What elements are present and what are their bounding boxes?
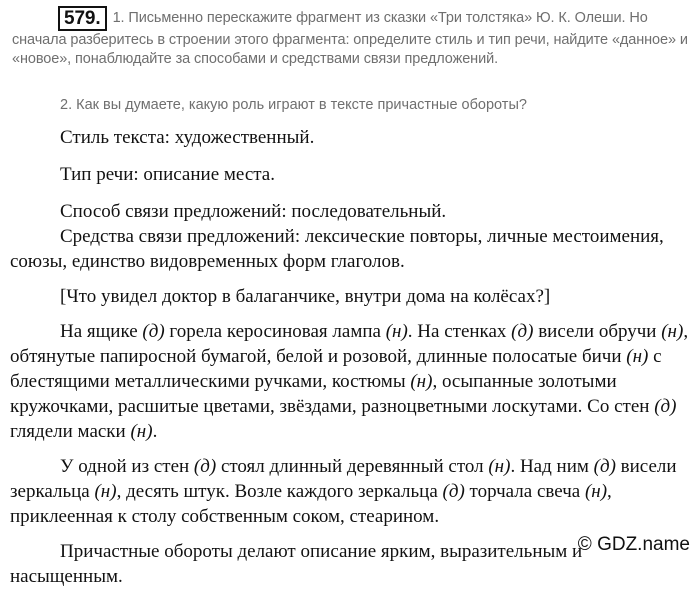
given-new-mark: (н) [94,481,117,502]
given-new-mark: (д) [442,481,465,502]
copyright-watermark: © GDZ.name [577,534,690,555]
given-new-mark: (д) [593,456,616,477]
given-new-mark: (д) [142,321,165,342]
answer-question: [Что увидел доктор в балаганчике, внутри дома на колёсах?] [60,286,551,307]
task-statement [12,6,688,68]
given-new-mark: (н) [661,321,684,342]
given-new-mark: (н) [410,371,433,392]
given-new-mark: (д) [193,456,217,477]
answer-conclusion: Причастные обороты делают описание ярким, выразительным и насыщенным. [10,541,583,587]
task-part-2: 2. Как вы думаете, какую роль играют в тексте причастные обороты? [60,97,527,113]
text-paragraph-2: У одной из стен (д) стоял длинный деревянный стол (н). Над ним (д) висели зеркальца (н), десять штук. Возле каждого зеркальца (д) торчала свеча (н), приклеенная к столу собственным соком, стеарином. [10,456,677,527]
given-new-mark: (н) [584,481,608,502]
given-new-mark: (н) [385,321,408,342]
given-new-mark: (н) [488,456,511,477]
given-new-mark: (д) [654,396,677,417]
given-new-mark: (н) [626,346,649,367]
text-paragraph-1: На ящике (д) горела керосиновая лампа (н). На стенках (д) висели обручи (н), обтянутые папиросной бумагой, белой и розовой, длинные полосатые бичи (н) с блестящими металлическими ручками, костюмы (н), осыпанные золотыми кружочками, расшитые цветами, звёздами, разноцветными лоскутами. Со стен (д) глядели маски (н). [10,321,689,442]
given-new-mark: (н) [130,421,153,442]
answer-style: Стиль текста: художественный. [60,127,315,148]
given-new-mark: (д) [511,321,534,342]
exercise-number: 579. [58,6,107,31]
task-part-1: 1. Письменно перескажите фрагмент из сказки «Три толстяка» Ю. К. Олеши. Но сначала разберитесь в строении этого фрагмента: определите стиль и тип речи, найдите «данное» и «новое», понаблюдайте за способами и средствами связи предложений. [12,10,688,67]
answer-link-means: Средства связи предложений: лексические повторы, личные местоимения, союзы, единство видовременных форм глаголов. [10,226,664,272]
answer-block [10,125,694,589]
answer-speech-type: Тип речи: описание места. [60,164,275,185]
answer-link-method: Способ связи предложений: последовательный. [60,201,447,222]
